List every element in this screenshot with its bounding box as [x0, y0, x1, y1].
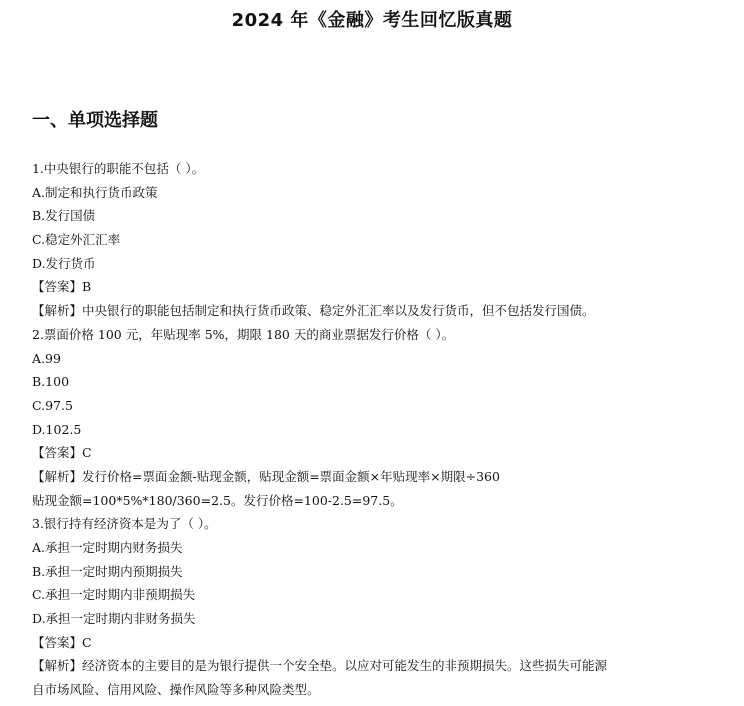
question-2-option-d: D.102.5 [32, 421, 82, 437]
question-3-explanation: 【解析】经济资本的主要目的是为银行提供一个安全垫。以应对可能发生的非预期损失。这些损失可能源 [32, 658, 608, 674]
question-2-option-a: A.99 [32, 350, 61, 366]
question-1-option-c: C.稳定外汇汇率 [32, 232, 121, 248]
question-1-option-b: B.发行国债 [32, 208, 96, 224]
section-heading: 一、单项选择题 [32, 110, 158, 131]
question-1-explanation: 【解析】中央银行的职能包括制定和执行货币政策、稳定外汇汇率以及发行货币，但不包括发行国债。 [32, 303, 595, 319]
question-1-answer: 【答案】B [32, 279, 92, 295]
question-2-option-c: C.97.5 [32, 397, 73, 413]
question-3-stem: 3.银行持有经济资本是为了（ ）。 [32, 516, 217, 532]
question-2-explanation: 【解析】发行价格=票面金额-贴现金额，贴现金额=票面金额×年贴现率×期限÷360 [32, 468, 500, 484]
question-2-explanation-calc: 贴现金额=100*5%*180/360=2.5。发行价格=100-2.5=97.5。 [32, 492, 403, 508]
document-title: 2024 年《金融》考生回忆版真题 [231, 10, 513, 31]
question-3-answer: 【答案】C [32, 634, 92, 650]
question-1-stem: 1.中央银行的职能不包括（ ）。 [32, 161, 205, 176]
question-3-option-c: C.承担一定时期内非预期损失 [32, 587, 196, 603]
question-3-option-d: D.承担一定时期内非财务损失 [32, 611, 196, 627]
question-3-explanation-cont: 自市场风险、信用风险、操作风险等多种风险类型。 [32, 682, 320, 698]
question-3-option-b: B.承担一定时期内预期损失 [32, 563, 183, 579]
question-2-answer: 【答案】C [32, 445, 92, 461]
question-list [32, 157, 732, 702]
question-1-option-d: D.发行货币 [32, 255, 96, 271]
question-3-option-a: A.承担一定时期内财务损失 [32, 540, 183, 555]
question-1-option-a: A.制定和执行货币政策 [32, 184, 158, 200]
question-2-stem: 2.票面价格 100 元，年贴现率 5%，期限 180 天的商业票据发行价格（ ）。 [32, 326, 455, 342]
question-2-option-b: B.100 [32, 374, 70, 390]
